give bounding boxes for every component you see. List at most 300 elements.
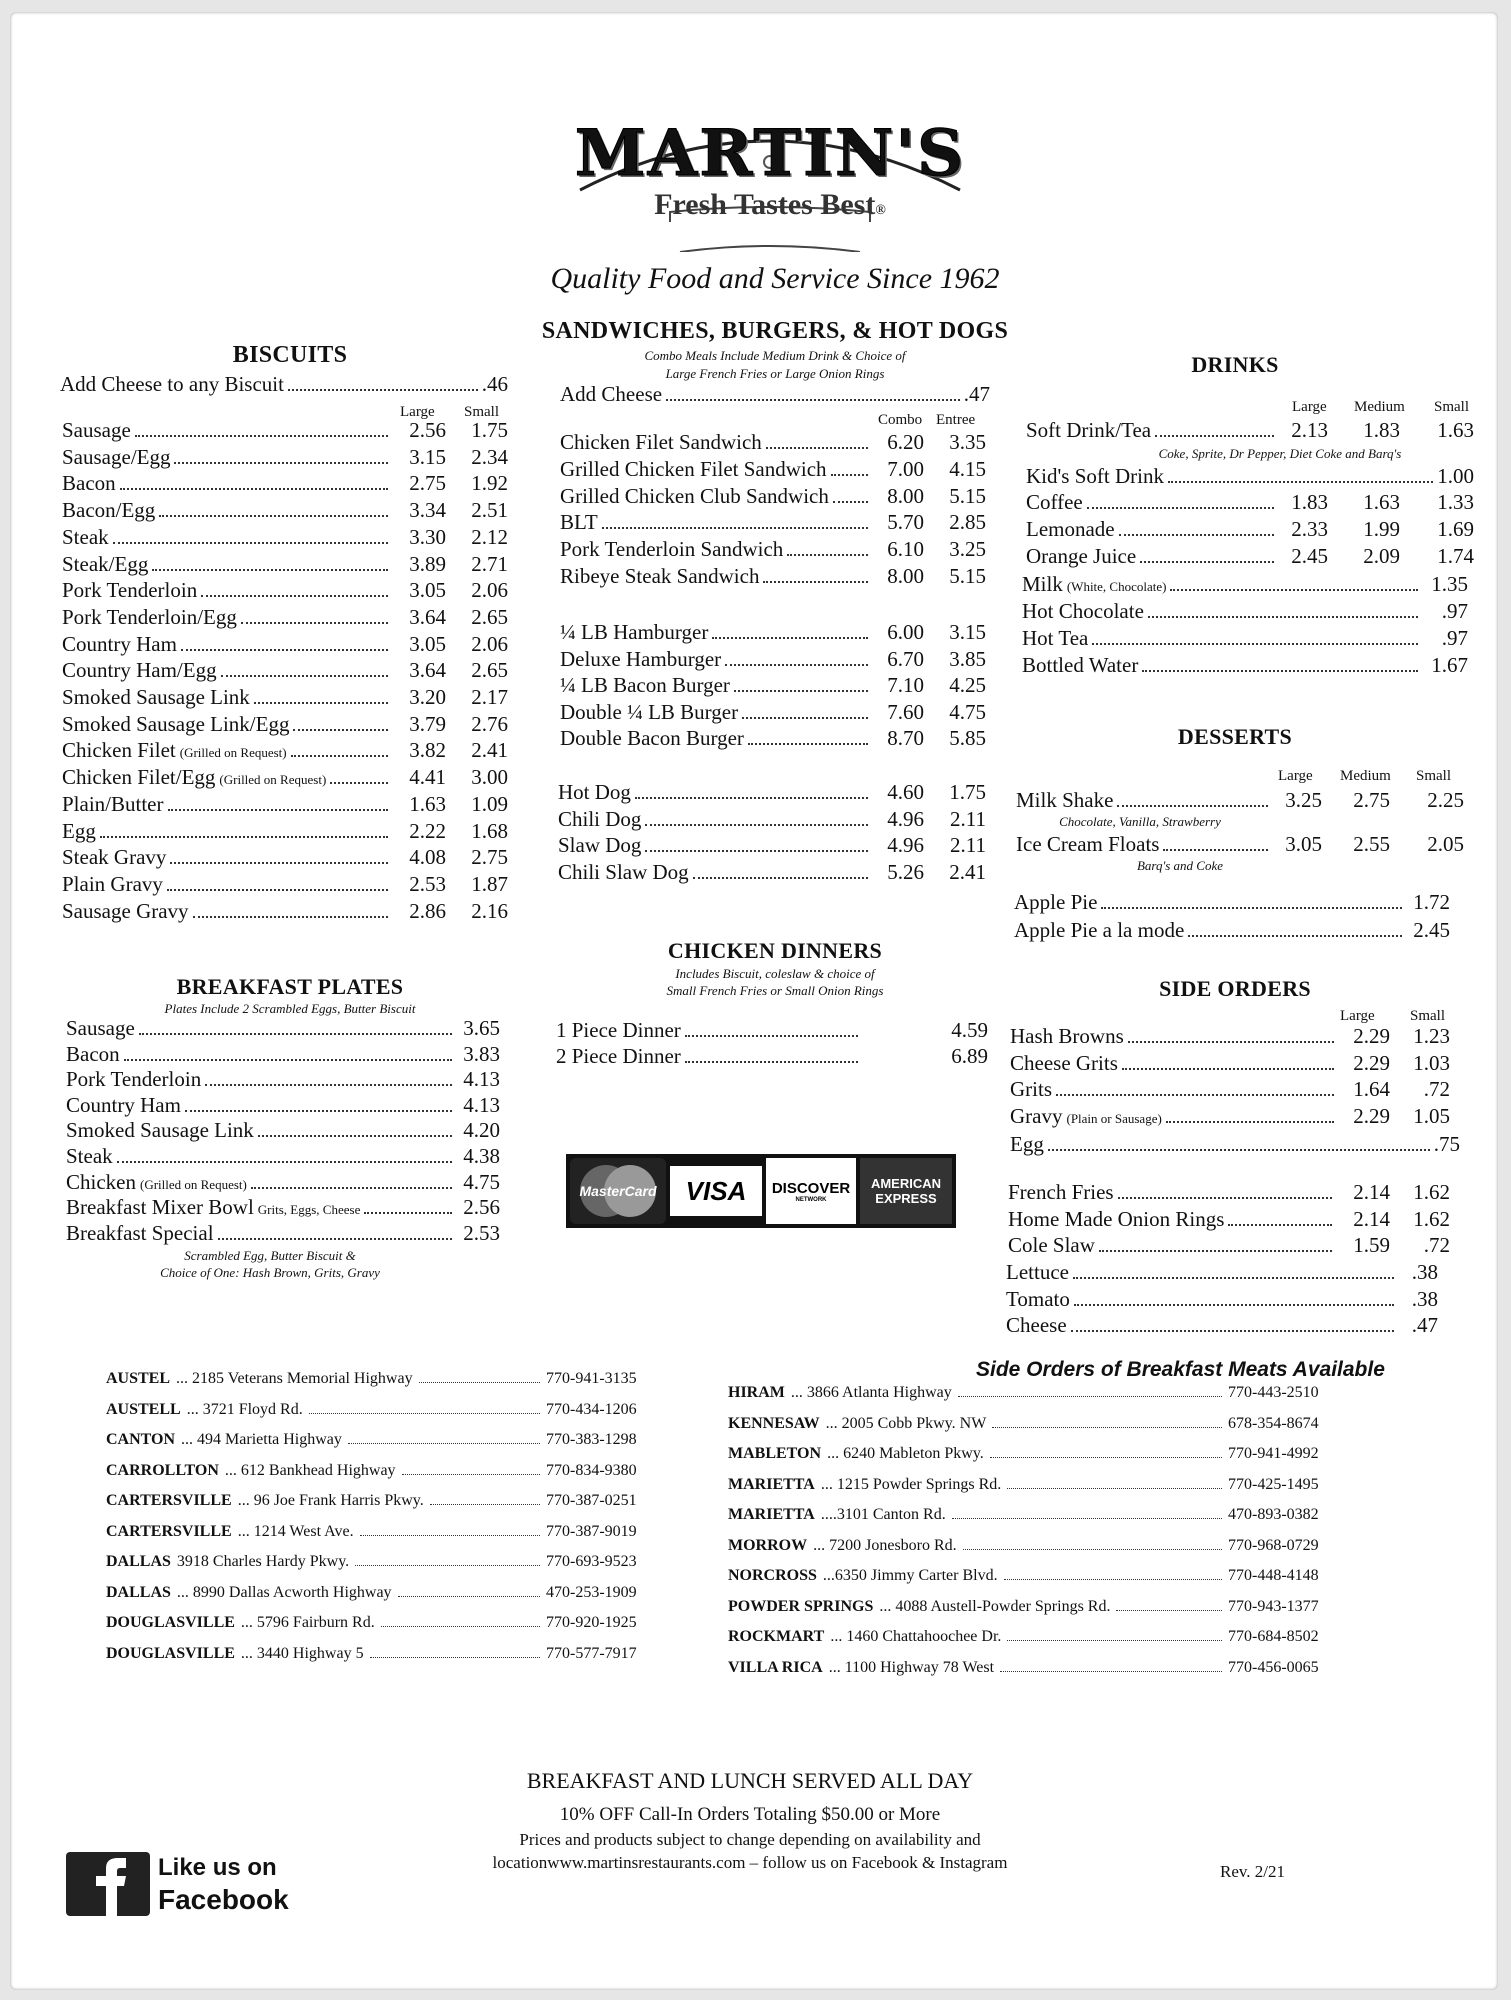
item-name: Cheese xyxy=(1006,1313,1067,1337)
location-city: DOUGLASVILLE xyxy=(106,1614,235,1631)
leader-dots xyxy=(100,836,388,838)
price-entree: 3.85 xyxy=(949,646,986,671)
price-entree: 2.11 xyxy=(950,806,986,831)
plate-row xyxy=(66,1221,500,1247)
price-large: 3.20 xyxy=(409,685,446,709)
item-name: Steak xyxy=(66,1144,113,1168)
leader-dots xyxy=(419,1382,540,1383)
item-name: Tomato xyxy=(1006,1286,1070,1311)
drinks-col-large: Large xyxy=(1292,399,1327,415)
location-address: ... 3866 Atlanta Highway xyxy=(790,1384,952,1401)
location-phone[interactable]: 770-448-4148 xyxy=(1228,1567,1319,1584)
price-medium: 2.55 xyxy=(1353,832,1390,856)
leader-dots xyxy=(1163,849,1268,851)
hotdog-row xyxy=(558,780,986,806)
price-large: 3.05 xyxy=(409,631,446,656)
price-large: 3.15 xyxy=(409,444,446,469)
price-small: 2.17 xyxy=(471,685,508,709)
leader-dots xyxy=(645,824,868,826)
item-price: 1.35 xyxy=(1431,572,1468,596)
price-entree: 2.41 xyxy=(949,859,986,884)
price-combo: 4.96 xyxy=(887,806,924,831)
price-combo: 6.00 xyxy=(887,620,924,644)
item-price: 4.75 xyxy=(463,1169,500,1194)
item-note: (White, Chocolate) xyxy=(1066,579,1167,594)
location-phone[interactable]: 770-693-9523 xyxy=(546,1553,637,1570)
item-price: 4.13 xyxy=(463,1092,500,1117)
side-row xyxy=(1006,1313,1438,1339)
leader-dots xyxy=(712,637,868,639)
leader-dots xyxy=(1099,1250,1332,1252)
leader-dots xyxy=(159,515,388,517)
leader-dots xyxy=(1117,805,1268,807)
drinks-title: DRINKS xyxy=(1191,352,1279,377)
item-name: 2 Piece Dinner xyxy=(556,1044,681,1068)
leader-dots xyxy=(309,1413,540,1414)
plate-row xyxy=(66,1195,500,1221)
price-small: 1.63 xyxy=(1437,418,1474,442)
biscuit-row xyxy=(62,471,508,497)
location-phone[interactable]: 770-383-1298 xyxy=(546,1431,637,1448)
price-small: 1.69 xyxy=(1437,517,1474,541)
leader-dots xyxy=(381,1626,540,1627)
item-name: Ribeye Steak Sandwich xyxy=(560,564,760,588)
location-address: 3918 Charles Hardy Pkwy. xyxy=(176,1553,350,1570)
discover-text: DISCOVER xyxy=(771,1179,851,1197)
burger-row xyxy=(560,647,986,673)
price-small: 1.62 xyxy=(1413,1206,1450,1231)
location-address: ... 1460 Chattahoochee Dr. xyxy=(830,1628,1002,1645)
side-row xyxy=(1006,1287,1438,1313)
price-small: 2.16 xyxy=(471,898,508,923)
price-large: 3.82 xyxy=(409,738,446,763)
price-large: 2.29 xyxy=(1353,1103,1390,1128)
price-entree: 3.35 xyxy=(949,430,986,454)
side-egg xyxy=(1010,1132,1460,1158)
leader-dots xyxy=(251,1187,452,1189)
location-row xyxy=(106,1492,666,1514)
mastercard-logo xyxy=(570,1158,666,1224)
price-small: 3.00 xyxy=(471,765,508,790)
location-address: ...6350 Jimmy Carter Blvd. xyxy=(822,1567,998,1584)
location-city: MARIETTA xyxy=(728,1506,815,1523)
location-phone[interactable]: 678-354-8674 xyxy=(1228,1414,1319,1432)
location-row xyxy=(728,1506,1348,1528)
price-small: 2.06 xyxy=(471,578,508,603)
leader-dots xyxy=(167,889,388,891)
pie-row xyxy=(1014,918,1450,944)
price-large: 2.29 xyxy=(1353,1050,1390,1075)
footer-line-2: 10% OFF Call-In Orders Totaling $50.00 or More xyxy=(559,1804,941,1825)
biscuits-col-small: Small xyxy=(464,404,500,420)
price-large: 3.79 xyxy=(409,711,446,736)
item-name: Egg xyxy=(62,818,96,843)
item-name: Hash Browns xyxy=(1010,1024,1124,1048)
side-row xyxy=(1008,1233,1450,1259)
price-small: 1.68 xyxy=(471,818,508,843)
location-row xyxy=(106,1401,666,1423)
location-city: CARROLLTON xyxy=(106,1461,219,1479)
item-name: Steak/Egg xyxy=(62,551,149,576)
side-row xyxy=(1006,1260,1438,1286)
drink-row xyxy=(1026,490,1474,516)
biscuit-row xyxy=(62,712,508,738)
side-row xyxy=(1010,1051,1450,1077)
price-entree: 1.75 xyxy=(949,780,986,804)
mastercard-text: MasterCard xyxy=(579,1183,657,1199)
price-small: 1.92 xyxy=(471,471,508,496)
burger-row xyxy=(560,700,986,726)
item-price: 3.83 xyxy=(463,1041,500,1066)
price-small: 2.75 xyxy=(471,845,508,870)
item-name: 1 Piece Dinner xyxy=(556,1018,681,1042)
location-phone[interactable]: 770-387-0251 xyxy=(546,1492,637,1509)
item-name: Chicken Filet xyxy=(62,738,176,763)
item-name: ¼ LB Hamburger xyxy=(560,620,709,644)
leader-dots xyxy=(742,717,868,719)
price-large: 3.30 xyxy=(409,524,446,549)
location-city: MARIETTA xyxy=(728,1475,815,1493)
biscuit-row xyxy=(62,685,508,711)
breakfast-plates-subtitle: Plates Include 2 Scrambled Eggs, Butter Biscuit xyxy=(164,1001,416,1016)
price-large: 2.22 xyxy=(409,818,446,843)
drink-row xyxy=(1022,653,1468,679)
breakfast-special-note-2: Choice of One: Hash Brown, Grits, Gravy xyxy=(160,1265,380,1280)
location-address: ... 1215 Powder Springs Rd. xyxy=(820,1475,1002,1493)
leader-dots xyxy=(124,1059,452,1061)
price-large: 2.14 xyxy=(1353,1180,1390,1204)
item-price: .47 xyxy=(1411,1313,1438,1337)
price-combo: 6.70 xyxy=(887,646,924,671)
biscuit-row xyxy=(62,445,508,471)
price-large: 3.25 xyxy=(1285,788,1322,812)
item-name: Orange Juice xyxy=(1026,544,1137,568)
price-large: 3.64 xyxy=(409,604,446,629)
item-price: .47 xyxy=(963,382,990,406)
item-name: Deluxe Hamburger xyxy=(560,646,722,671)
leader-dots xyxy=(152,569,388,571)
leader-dots xyxy=(666,399,960,401)
visa-text: VISA xyxy=(685,1175,747,1206)
item-name: Kid's Soft Drink xyxy=(1026,464,1164,488)
drink-soft xyxy=(1026,418,1474,444)
location-phone[interactable]: 770-968-0729 xyxy=(1228,1536,1319,1554)
leader-dots xyxy=(1071,1330,1394,1332)
price-large: 4.41 xyxy=(409,765,446,790)
item-name: Add Cheese xyxy=(560,382,663,406)
location-row xyxy=(728,1415,1348,1437)
footer-line-3: Prices and products subject to change depending on availability and xyxy=(519,1830,981,1849)
location-phone[interactable]: 770-834-9380 xyxy=(546,1461,637,1479)
location-row xyxy=(106,1553,666,1575)
location-phone[interactable]: 770-941-3135 xyxy=(546,1370,637,1387)
item-name: Country Ham/Egg xyxy=(62,658,217,683)
biscuit-row xyxy=(62,632,508,658)
amex-logo xyxy=(860,1158,952,1224)
drink-row xyxy=(1022,626,1468,652)
item-price: 1.72 xyxy=(1413,890,1450,914)
price-entree: 2.85 xyxy=(949,510,986,535)
chicken-dinner-row xyxy=(556,1018,988,1044)
leader-dots xyxy=(685,1061,858,1063)
visa-logo xyxy=(670,1158,762,1224)
item-name: Sausage Gravy xyxy=(62,898,189,923)
item-name: Egg xyxy=(1010,1132,1044,1156)
price-large: 1.64 xyxy=(1353,1077,1390,1101)
price-medium: 1.63 xyxy=(1363,490,1400,514)
item-name: Cheese Grits xyxy=(1010,1050,1118,1075)
location-address: ... 8990 Dallas Acworth Highway xyxy=(176,1583,392,1601)
hotdog-row xyxy=(558,807,986,833)
leader-dots xyxy=(1128,1041,1334,1043)
breakfast-meats-note: Side Orders of Breakfast Meats Available xyxy=(976,1358,1385,1381)
item-name: Bacon xyxy=(62,471,116,496)
price-small: 2.76 xyxy=(471,711,508,736)
breakfast-special-note-1: Scrambled Egg, Butter Biscuit & xyxy=(184,1248,356,1263)
location-row xyxy=(728,1537,1348,1559)
leader-dots xyxy=(1092,643,1418,645)
location-phone[interactable]: 770-684-8502 xyxy=(1228,1628,1319,1645)
biscuit-row xyxy=(62,738,508,764)
item-name: Pork Tenderloin xyxy=(62,578,198,603)
amex-text-1: AMERICAN xyxy=(870,1176,942,1191)
item-name: Milk Shake xyxy=(1016,788,1114,812)
leader-dots xyxy=(963,1549,1222,1550)
item-name: Bottled Water xyxy=(1022,653,1139,677)
side-row xyxy=(1008,1180,1450,1206)
pie-row xyxy=(1014,890,1450,916)
location-city: MORROW xyxy=(728,1536,808,1554)
location-phone[interactable]: 470-253-1909 xyxy=(546,1583,637,1601)
leader-dots xyxy=(833,501,868,503)
item-price: 2.56 xyxy=(463,1195,500,1220)
price-medium: 2.75 xyxy=(1353,788,1390,812)
leader-dots xyxy=(168,809,389,811)
leader-dots xyxy=(402,1474,540,1475)
location-city: POWDER SPRINGS xyxy=(728,1597,874,1615)
price-large: 3.89 xyxy=(409,551,446,576)
side-row xyxy=(1010,1077,1450,1103)
sandwiches-col-combo: Combo xyxy=(878,412,923,428)
chicken-dinners-subtitle-1: Includes Biscuit, coleslaw & choice of xyxy=(675,966,875,981)
item-note: Grits, Eggs, Cheese xyxy=(257,1202,361,1218)
item-name: BLT xyxy=(560,510,598,535)
price-small: 1.33 xyxy=(1437,490,1474,514)
leader-dots xyxy=(748,743,868,745)
side-orders-title: SIDE ORDERS xyxy=(1159,976,1311,1001)
item-name: Country Ham xyxy=(62,631,177,656)
item-name: Chicken Filet/Egg xyxy=(62,765,216,790)
location-address: ... 3721 Floyd Rd. xyxy=(186,1400,303,1418)
leader-dots xyxy=(348,1443,540,1444)
location-phone[interactable]: 770-943-1377 xyxy=(1228,1597,1319,1615)
item-name: Smoked Sausage Link xyxy=(66,1118,254,1143)
price-small: .72 xyxy=(1423,1233,1450,1257)
biscuit-row xyxy=(62,792,508,818)
item-name: Grilled Chicken Club Sandwich xyxy=(560,483,829,508)
plate-row xyxy=(66,1042,500,1068)
price-large: 1.63 xyxy=(409,791,446,816)
plate-row xyxy=(66,1067,500,1093)
leader-dots xyxy=(1122,1068,1334,1070)
location-address: ... 7200 Jonesboro Rd. xyxy=(813,1536,957,1554)
location-address: ... 612 Bankhead Highway xyxy=(224,1461,396,1479)
leader-dots xyxy=(766,447,868,449)
location-address: ... 1100 Highway 78 West xyxy=(828,1658,995,1676)
leader-dots xyxy=(291,755,388,757)
item-note: (Grilled on Request) xyxy=(179,745,287,761)
leader-dots xyxy=(1170,589,1418,591)
location-row xyxy=(728,1567,1348,1589)
leader-dots xyxy=(990,1457,1222,1458)
location-city: MABLETON xyxy=(728,1445,822,1462)
location-address: ... 2185 Veterans Memorial Highway xyxy=(176,1370,413,1387)
location-city: CARTERSVILLE xyxy=(106,1522,232,1540)
price-large: 2.29 xyxy=(1353,1024,1390,1048)
location-phone[interactable]: 770-425-1495 xyxy=(1228,1475,1319,1493)
price-entree: 3.25 xyxy=(949,537,986,562)
facebook-badge[interactable] xyxy=(66,1852,316,1918)
price-large: 3.34 xyxy=(409,498,446,523)
leader-dots xyxy=(293,729,388,731)
location-row xyxy=(106,1614,666,1636)
leader-dots xyxy=(218,1238,452,1240)
price-small: 2.51 xyxy=(471,498,508,523)
price-large: 2.33 xyxy=(1291,517,1328,541)
logo-name: MARTIN'S xyxy=(574,116,966,191)
price-combo: 7.00 xyxy=(887,456,924,481)
price-large: 2.56 xyxy=(409,418,446,442)
item-name: Apple Pie xyxy=(1014,890,1098,914)
location-city: AUSTELL xyxy=(106,1400,181,1418)
price-entree: 5.15 xyxy=(949,483,986,508)
drink-row xyxy=(1022,572,1468,598)
item-price: 2.45 xyxy=(1413,918,1450,942)
item-name: Steak Gravy xyxy=(62,845,167,870)
leader-dots xyxy=(254,702,388,704)
leader-dots xyxy=(181,649,388,651)
leader-dots xyxy=(1074,1304,1394,1306)
price-small: 2.05 xyxy=(1427,832,1464,856)
item-name: Hot Chocolate xyxy=(1022,599,1144,623)
leader-dots xyxy=(370,1657,540,1658)
price-small: 2.12 xyxy=(471,524,508,549)
price-combo: 6.10 xyxy=(887,537,924,562)
item-price: .46 xyxy=(481,372,508,396)
leader-dots xyxy=(205,1084,452,1086)
location-phone[interactable]: 770-941-4992 xyxy=(1228,1445,1319,1462)
leader-dots xyxy=(1101,907,1402,909)
location-row xyxy=(728,1384,1348,1406)
leader-dots xyxy=(1004,1579,1222,1580)
drink-row xyxy=(1022,599,1468,625)
location-phone[interactable]: 770-577-7917 xyxy=(546,1644,637,1662)
price-entree: 4.25 xyxy=(949,673,986,698)
item-price: 1.00 xyxy=(1437,464,1474,488)
item-name: Smoked Sausage Link xyxy=(62,685,250,709)
leader-dots xyxy=(992,1427,1222,1428)
leader-dots xyxy=(360,1535,540,1536)
price-large: 3.64 xyxy=(409,658,446,683)
price-combo: 5.70 xyxy=(887,510,924,535)
leader-dots xyxy=(120,488,388,490)
burger-row xyxy=(560,620,986,646)
location-phone[interactable]: 770-456-0065 xyxy=(1228,1658,1319,1676)
item-name: Pork Tenderloin Sandwich xyxy=(560,537,784,562)
drinks-col-medium: Medium xyxy=(1354,399,1405,415)
price-small: 1.75 xyxy=(471,418,508,442)
leader-dots xyxy=(831,474,868,476)
leader-dots xyxy=(1142,670,1418,672)
price-combo: 7.10 xyxy=(887,673,924,698)
price-small: 2.71 xyxy=(471,551,508,576)
leader-dots xyxy=(1048,1149,1430,1151)
leader-dots xyxy=(645,850,868,852)
leader-dots xyxy=(330,782,388,784)
item-price: 4.13 xyxy=(463,1067,500,1092)
discover-logo xyxy=(766,1158,856,1224)
item-name: Plain/Butter xyxy=(62,791,164,816)
item-price: .97 xyxy=(1441,599,1468,623)
sandwiches-subtitle-2: Large French Fries or Large Onion Rings xyxy=(665,366,885,381)
footer-line-4: locationwww.martinsrestaurants.com – follow us on Facebook & Instagram xyxy=(492,1853,1008,1872)
leader-dots xyxy=(763,581,868,583)
item-price: 4.59 xyxy=(951,1018,988,1042)
location-phone[interactable]: 470-893-0382 xyxy=(1228,1506,1319,1523)
price-small: 1.87 xyxy=(471,871,508,896)
price-large: 3.05 xyxy=(1285,832,1322,856)
leader-dots xyxy=(221,675,388,677)
location-city: CARTERSVILLE xyxy=(106,1492,232,1509)
milkshake-note: Chocolate, Vanilla, Strawberry xyxy=(1059,814,1221,829)
desserts-col-large: Large xyxy=(1278,768,1313,784)
item-price: 4.20 xyxy=(463,1118,500,1143)
location-phone[interactable]: 770-443-2510 xyxy=(1228,1384,1319,1401)
location-row xyxy=(106,1370,666,1392)
location-phone[interactable]: 770-920-1925 xyxy=(546,1614,637,1631)
leader-dots xyxy=(1119,534,1274,536)
facebook-f-glyph xyxy=(66,1852,150,1916)
item-name: Slaw Dog xyxy=(558,833,642,858)
leader-dots xyxy=(288,389,478,391)
chicken-dinner-row xyxy=(556,1044,988,1070)
item-name: Chicken Filet Sandwich xyxy=(560,430,762,454)
price-small: .72 xyxy=(1423,1077,1450,1101)
item-name: Apple Pie a la mode xyxy=(1014,918,1185,942)
location-city: AUSTEL xyxy=(106,1370,171,1387)
item-name: French Fries xyxy=(1008,1180,1114,1204)
location-address: ... 96 Joe Frank Harris Pkwy. xyxy=(237,1492,424,1509)
leader-dots xyxy=(635,797,868,799)
leader-dots xyxy=(1188,935,1402,937)
location-phone[interactable]: 770-434-1206 xyxy=(546,1400,637,1418)
item-name: Chicken xyxy=(66,1169,136,1194)
item-price: .38 xyxy=(1411,1260,1438,1284)
leader-dots xyxy=(185,1110,452,1112)
leader-dots xyxy=(364,1212,452,1214)
price-combo: 5.26 xyxy=(887,859,924,884)
leader-dots xyxy=(1007,1640,1222,1641)
amex-text-2: EXPRESS xyxy=(875,1191,937,1206)
chicken-dinners-subtitle-2: Small French Fries or Small Onion Rings xyxy=(666,983,884,998)
tagline-text: Fresh Tastes Best xyxy=(654,188,876,221)
leader-dots xyxy=(201,595,388,597)
sandwich-row xyxy=(560,564,986,590)
plate-row xyxy=(66,1144,500,1170)
location-phone[interactable]: 770-387-9019 xyxy=(546,1522,637,1540)
price-combo: 4.60 xyxy=(887,780,924,804)
leader-dots xyxy=(193,916,388,918)
